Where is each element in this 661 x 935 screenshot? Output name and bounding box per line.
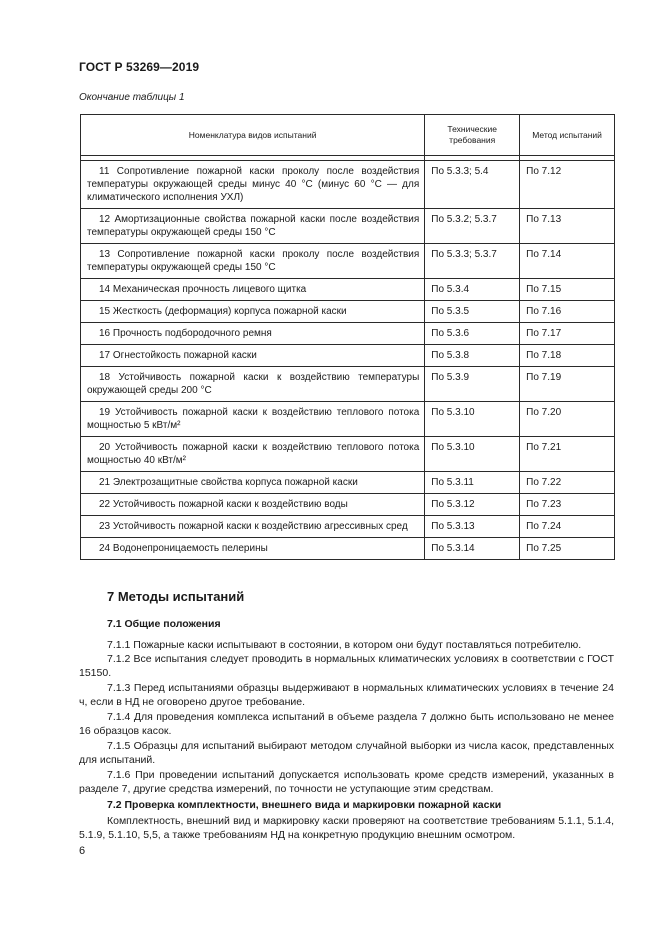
test-name-cell: 15 Жесткость (деформация) корпуса пожарной каски — [81, 301, 425, 323]
requirements-cell: По 5.3.8 — [425, 345, 520, 367]
table-row — [81, 161, 615, 209]
method-cell: По 7.15 — [520, 279, 615, 301]
method-cell: По 7.20 — [520, 402, 615, 437]
table-row — [81, 437, 615, 472]
page-number: 6 — [79, 845, 86, 857]
requirements-cell: По 5.3.3; 5.3.7 — [425, 244, 520, 279]
paragraph-7-1-4: 7.1.4 Для проведения комплекса испытаний в объеме раздела 7 должно быть использовано не менее 16 образцов касок. — [79, 711, 614, 738]
requirements-cell: По 5.3.4 — [425, 279, 520, 301]
paragraph-7-1-2: 7.1.2 Все испытания следует проводить в нормальных климатических условиях в соответствии с ГОСТ 15150. — [79, 653, 614, 680]
method-cell: По 7.13 — [520, 209, 615, 244]
method-cell: По 7.12 — [520, 161, 615, 209]
requirements-cell: По 5.3.10 — [425, 437, 520, 472]
requirements-cell: По 5.3.14 — [425, 538, 520, 560]
method-cell: По 7.23 — [520, 494, 615, 516]
test-name-cell: 11 Сопротивление пожарной каски проколу после воздействия температуры окружающей среды минус 40 °С (минус 60 °С — для климатического исполнения УХЛ) — [81, 161, 425, 209]
section-title: 7 Методы испытаний — [107, 589, 245, 604]
test-name-cell: 20 Устойчивость пожарной каски к воздействию теплового потока мощностью 40 кВт/м² — [81, 437, 425, 472]
col-header-name: Номенклатура видов испытаний — [81, 115, 425, 156]
paragraph-7-1-3: 7.1.3 Перед испытаниями образцы выдерживают в нормальных климатических условиях в течение 24 ч, если в НД не оговорено другое требование. — [79, 682, 614, 709]
requirements-cell: По 5.3.10 — [425, 402, 520, 437]
paragraph-7-1-1: 7.1.1 Пожарные каски испытывают в состоянии, в котором они будут поставляться потребителю. — [107, 639, 582, 651]
method-cell: По 7.22 — [520, 472, 615, 494]
paragraph-7-2: Комплектность, внешний вид и маркировку каски проверяют на соответствие требованиям 5.1.1, 5.1.4, 5.1.9, 5.1.10, 5,5, а также требованиям НД на конкретную продукцию внешним осмотром. — [79, 815, 614, 842]
table-row — [81, 279, 615, 301]
table-row — [81, 209, 615, 244]
test-name-cell: 14 Механическая прочность лицевого щитка — [81, 279, 425, 301]
table-row — [81, 244, 615, 279]
table-row — [81, 345, 615, 367]
test-name-cell: 18 Устойчивость пожарной каски к воздействию температуры окружающей среды 200 °С — [81, 367, 425, 402]
test-name-cell: 21 Электрозащитные свойства корпуса пожарной каски — [81, 472, 425, 494]
test-nomenclature-table — [80, 114, 615, 560]
table-row — [81, 472, 615, 494]
test-name-cell: 17 Огнестойкость пожарной каски — [81, 345, 425, 367]
test-name-cell: 23 Устойчивость пожарной каски к воздействию агрессивных сред — [81, 516, 425, 538]
method-cell: По 7.14 — [520, 244, 615, 279]
requirements-cell: По 5.3.13 — [425, 516, 520, 538]
test-name-cell: 22 Устойчивость пожарной каски к воздействию воды — [81, 494, 425, 516]
method-cell: По 7.24 — [520, 516, 615, 538]
requirements-cell: По 5.3.5 — [425, 301, 520, 323]
col-header-method: Метод испытаний — [520, 115, 615, 156]
table-caption: Окончание таблицы 1 — [79, 92, 185, 103]
test-name-cell: 24 Водонепроницаемость пелерины — [81, 538, 425, 560]
col-header-requirements: Технические требования — [425, 115, 520, 156]
method-cell: По 7.21 — [520, 437, 615, 472]
requirements-cell: По 5.3.3; 5.4 — [425, 161, 520, 209]
table-row — [81, 402, 615, 437]
requirements-cell: По 5.3.9 — [425, 367, 520, 402]
test-name-cell: 13 Сопротивление пожарной каски проколу после воздействия температуры окружающей среды 150 °С — [81, 244, 425, 279]
requirements-cell: По 5.3.11 — [425, 472, 520, 494]
subsection-title: 7.2 Проверка комплектности, внешнего вида и маркировки пожарной каски — [107, 799, 502, 811]
table-row — [81, 323, 615, 345]
table-row — [81, 516, 615, 538]
paragraph-7-1-6: 7.1.6 При проведении испытаний допускается использовать кроме средств измерений, указанных в разделе 7, другие средства измерений, по точности не уступающие этим средствам. — [79, 769, 614, 796]
paragraph-7-1-5: 7.1.5 Образцы для испытаний выбирают методом случайной выборки из числа касок, представленных для испытаний. — [79, 740, 614, 767]
subsection-title: 7.1 Общие положения — [107, 618, 221, 630]
method-cell: По 7.17 — [520, 323, 615, 345]
test-name-cell: 12 Амортизационные свойства пожарной каски после воздействия температуры окружающей среды 150 °С — [81, 209, 425, 244]
test-name-cell: 16 Прочность подбородочного ремня — [81, 323, 425, 345]
table-row — [81, 494, 615, 516]
method-cell: По 7.19 — [520, 367, 615, 402]
requirements-cell: По 5.3.2; 5.3.7 — [425, 209, 520, 244]
method-cell: По 7.18 — [520, 345, 615, 367]
requirements-cell: По 5.3.12 — [425, 494, 520, 516]
method-cell: По 7.16 — [520, 301, 615, 323]
table-row — [81, 301, 615, 323]
table-header-row — [81, 115, 615, 156]
table-row — [81, 367, 615, 402]
method-cell: По 7.25 — [520, 538, 615, 560]
test-name-cell: 19 Устойчивость пожарной каски к воздействию теплового потока мощностью 5 кВт/м² — [81, 402, 425, 437]
requirements-cell: По 5.3.6 — [425, 323, 520, 345]
table-row — [81, 538, 615, 560]
document-header: ГОСТ Р 53269—2019 — [79, 60, 200, 74]
